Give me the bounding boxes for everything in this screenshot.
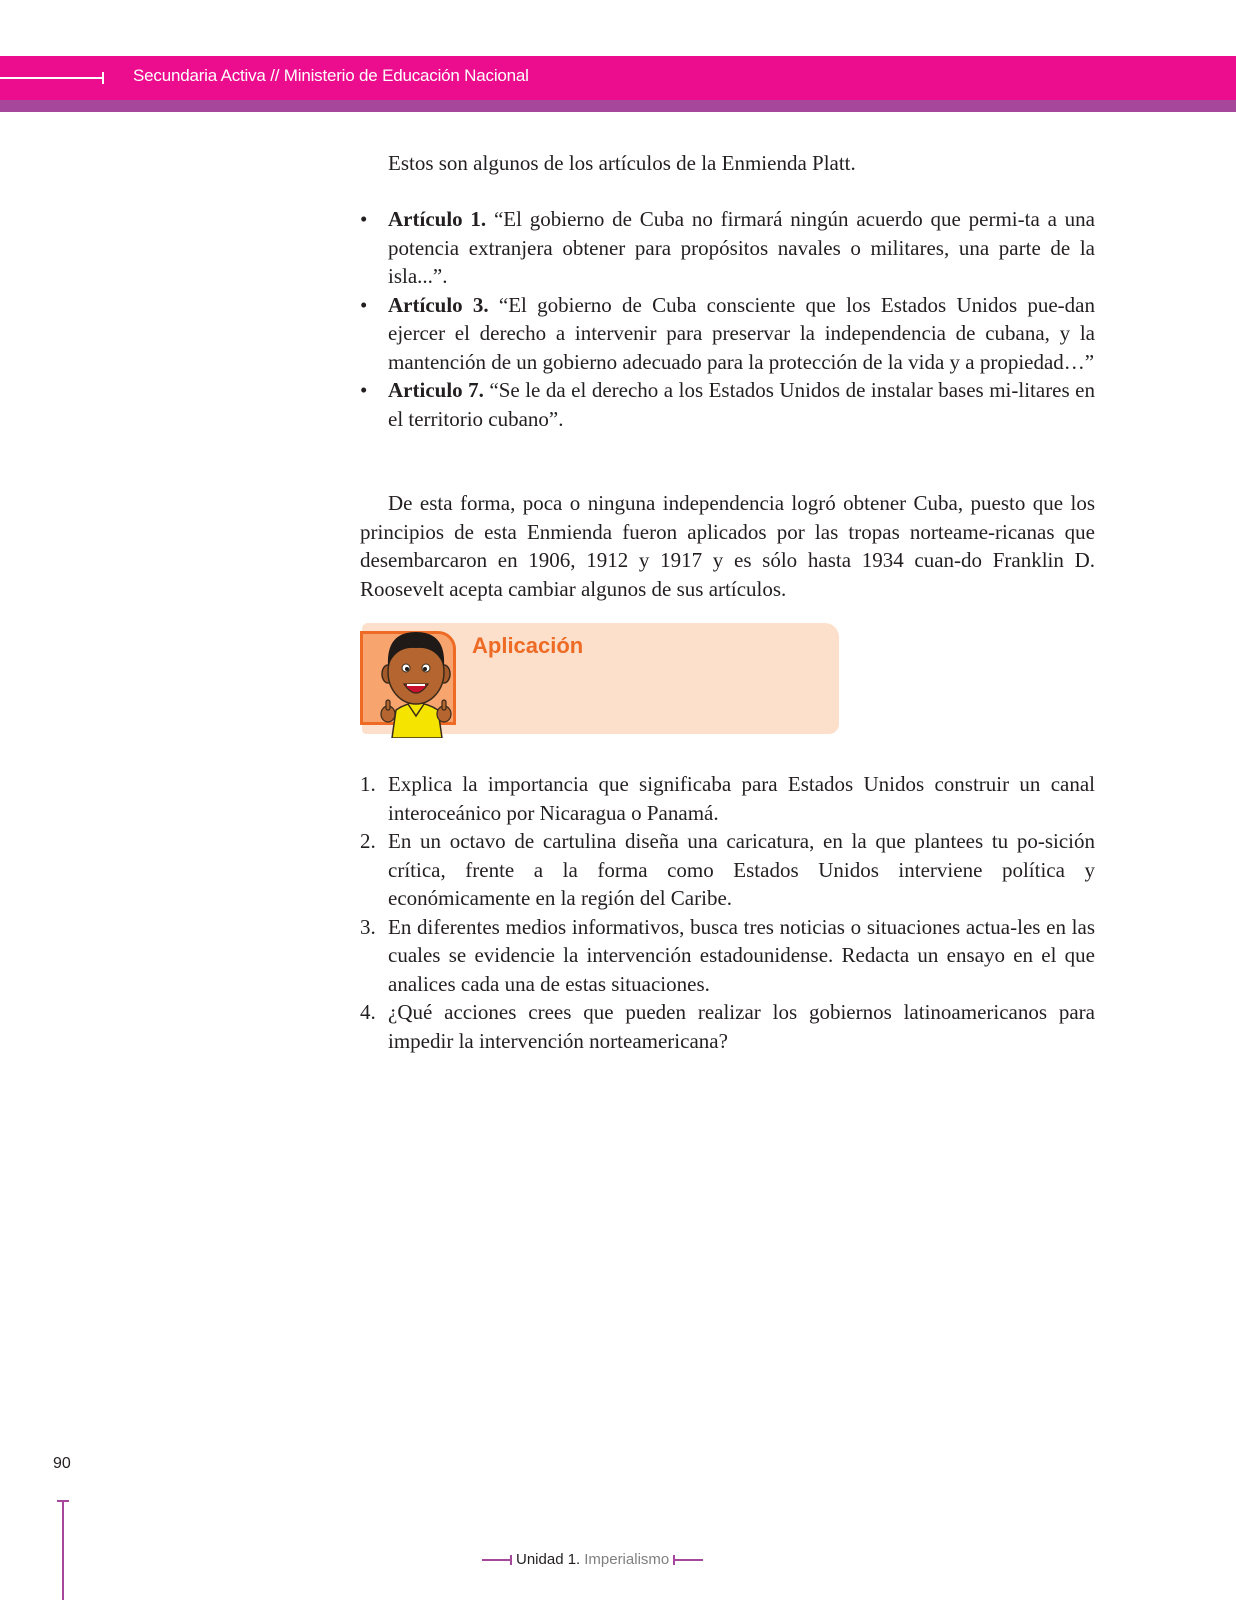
question-text: En un octavo de cartulina diseña una caricatura, en la que plantees tu po-sición crítica, frente a la forma como Estados Unidos interviene política y económicamente en la región del Caribe.	[388, 829, 1095, 910]
list-item	[360, 205, 1095, 291]
bullet-icon: •	[360, 378, 368, 402]
question-text: Explica la importancia que significaba para Estados Unidos construir un canal interoceánico por Nicaragua o Panamá.	[388, 772, 1095, 825]
question-text: ¿Qué acciones crees que pueden realizar los gobiernos latinoamericanos para impedir la intervención norteamericana?	[388, 1000, 1095, 1053]
article-text: “Se le da el derecho a los Estados Unidos de instalar bases mi-litares en el territorio cubano”.	[388, 378, 1095, 431]
article-text: “El gobierno de Cuba consciente que los Estados Unidos pue-dan ejercer el derecho a intervenir para preservar la independencia de cubana, y la mantención de un gobierno adecuado para la protección de la vida y a propiedad…”	[388, 292, 1095, 374]
header-rule	[0, 77, 104, 79]
list-item	[360, 827, 1095, 913]
question-number: 3.	[360, 914, 376, 939]
footer-rule-left	[482, 1559, 510, 1561]
list-item	[360, 291, 1095, 377]
list-item	[360, 770, 1095, 827]
article-list	[360, 205, 1095, 433]
question-number: 1.	[360, 772, 376, 796]
footer-rule-right	[675, 1559, 703, 1561]
page-number: 90	[53, 1455, 71, 1472]
side-rule	[62, 1500, 64, 1600]
article-label: Articulo 7.	[388, 378, 484, 402]
list-item	[360, 913, 1095, 999]
body-paragraph: De esta forma, poca o ninguna independencia logró obtener Cuba, puesto que los principios de esta Enmienda fueron aplicados por las tropas norteame-ricanas que desembarcaron en 1906, 1912 y 1917 y es sólo hasta 1934 cuan-do Franklin D. Roosevelt acepta cambiar algunos de sus artículos.	[360, 491, 1095, 601]
article-text: “El gobierno de Cuba no firmará ningún acuerdo que permi-ta a una potencia extranjera obtener para propósitos navales o militares, una parte de la isla...”.	[388, 207, 1095, 288]
footer-topic: Imperialismo	[584, 1551, 670, 1568]
child-mascot-icon	[376, 622, 456, 738]
question-number: 2.	[360, 829, 376, 853]
list-item	[360, 376, 1095, 433]
article-label: Artículo 1.	[388, 207, 487, 231]
footer	[482, 1551, 703, 1568]
application-title: Aplicación	[472, 633, 584, 658]
question-list	[360, 770, 1095, 1055]
article-label: Artículo 3.	[388, 292, 489, 317]
question-number: 4.	[360, 1000, 376, 1024]
footer-rule-tick	[510, 1555, 512, 1565]
intro-text: Estos son algunos de los artículos de la Enmienda Platt.	[388, 151, 856, 175]
bullet-icon: •	[360, 292, 368, 317]
question-text: En diferentes medios informativos, busca tres noticias o situaciones actua-les en las cuales se evidencie la intervención estadounidense. Redacta un ensayo en el que analices cada una de estas situaciones.	[388, 914, 1095, 996]
header-rule-tick	[102, 72, 104, 84]
header-title: Secundaria Activa // Ministerio de Educación Nacional	[133, 66, 529, 85]
list-item	[360, 998, 1095, 1055]
header-stripe	[0, 100, 1236, 112]
bullet-icon: •	[360, 207, 368, 231]
footer-unit: Unidad 1.	[516, 1551, 581, 1568]
